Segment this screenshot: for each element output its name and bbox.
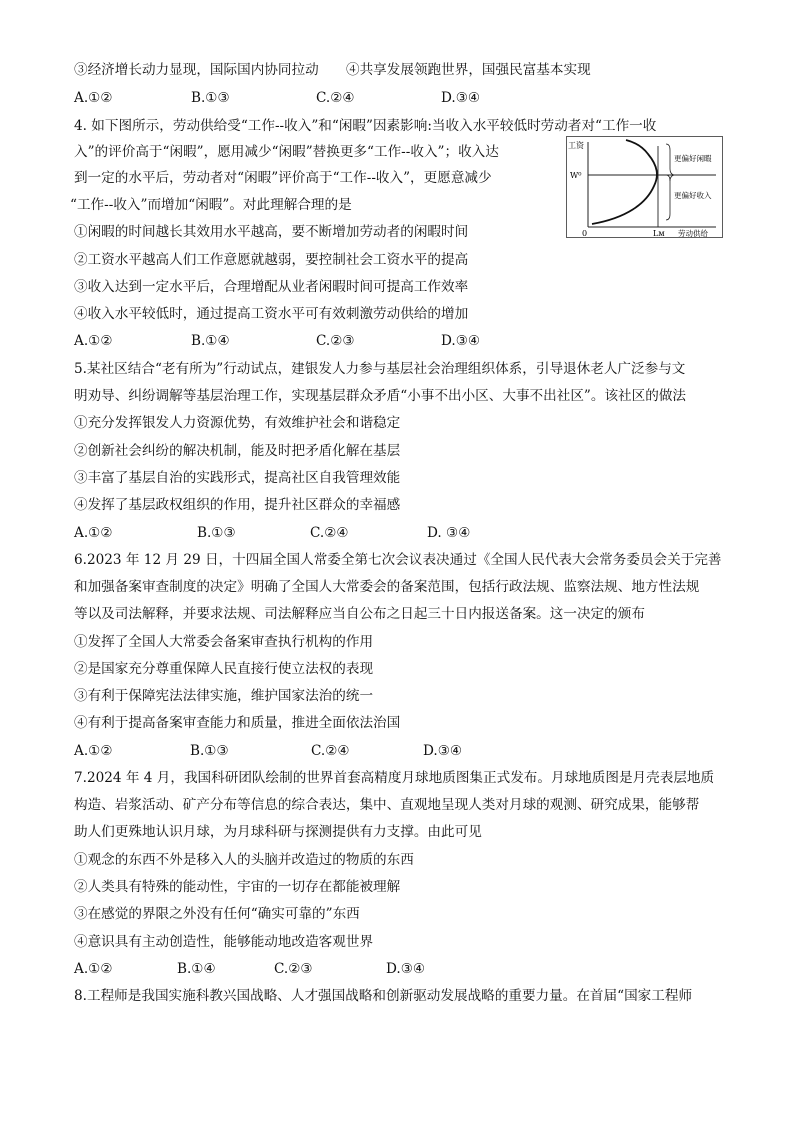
q7-stem-line-3: 助人们更殊地认识月球，为月球科研与探测提供有力支撑。由此可见 [74, 824, 482, 840]
q6-option-d: D.③④ [423, 743, 463, 759]
q6-option-a: A.①② [74, 743, 113, 759]
lower-preference-note: 更偏好收入 [674, 191, 712, 200]
q7-item-4: ④意识具有主动创造性，能够能动地改造客观世界 [74, 934, 374, 950]
q7-item-3: ③在感觉的界限之外没有任何“确实可靠的”东西 [74, 906, 360, 922]
q5-item-1: ①充分发挥银发人力资源优势，有效维护社会和谐稳定 [74, 415, 401, 431]
q5-option-b: B.①③ [197, 525, 236, 541]
q7-option-b: B.①④ [177, 961, 216, 977]
q6-stem-line-3: 等以及司法解释，并要求法规、司法解释应当自公布之日起三十日内报送备案。这一决定的颁布 [74, 606, 645, 622]
q6-item-2: ②是国家充分尊重保障人民直接行使立法权的表现 [74, 661, 374, 677]
q5-option-a: A.①② [74, 525, 113, 541]
q4-item-1: ①闲暇的时间越长其效用水平越高，要不断增加劳动者的闲暇时间 [74, 224, 469, 240]
q6-stem-line-1: 6.2023 年 12 月 29 日，十四届全国人常委全第七次会议表决通过《全国人民代表大会常务委员会关于完善 [74, 552, 722, 568]
lm-label: Lм [653, 229, 665, 238]
q7-stem-line-2: 构造、岩浆活动、矿产分布等信息的综合表达，集中、直观地呈现人类对月球的观测、研究成果，能够帮 [74, 797, 700, 813]
q4-stem-line-1: 4. 如下图所示，劳动供给受“工作--收入”和“闲暇”因素影响:当收入水平较低时劳动者对“工作一收 [74, 118, 657, 134]
q5-item-2: ②创新社会纠纷的解决机制，能及时把矛盾化解在基层 [74, 443, 401, 459]
labor-supply-figure [566, 136, 723, 238]
q7-option-a: A.①② [74, 961, 113, 977]
q4-stem-line-4: “工作--收入”而增加“闲暇”。对此理解合理的是 [70, 197, 352, 213]
q7-option-d: D.③④ [386, 961, 426, 977]
q4-item-4: ④收入水平较低时，通过提高工资水平可有效刺激劳动供给的增加 [74, 306, 469, 322]
q6-item-3: ③有利于保障宪法法律实施，维护国家法治的统一 [74, 688, 374, 704]
origin-label: 0 [582, 229, 588, 238]
q4-option-d: D.③④ [441, 333, 481, 349]
q3-option-a: A.①② [74, 90, 113, 106]
y-axis-label: 工资 [568, 141, 584, 150]
q5-stem-line-1: 5.某社区结合“老有所为”行动试点，建银发人力参与基层社会治理组织体系，引导退休老人广泛参与文 [74, 361, 686, 377]
q4-item-2: ②工资水平越高人们工作意愿就越弱，要控制社会工资水平的提高 [74, 252, 469, 268]
q4-stem-line-3: 到一定的水平后，劳动者对“闲暇”评价高于“工作--收入”，更愿意减少 [74, 170, 492, 186]
q7-option-c: C.②③ [274, 961, 313, 977]
q8-stem-line-1: 8.工程师是我国实施科教兴国战略、人才强国战略和创新驱动发展战略的重要力量。在首届“国家工程师 [74, 988, 693, 1004]
q3-item-4: ④共享发展领跑世界，国强民富基本实现 [346, 62, 591, 78]
q5-stem-line-2: 明劝导、纠纷调解等基层治理工作，实现基层群众矛盾“小事不出小区、大事不出社区”。该社区的做法 [74, 388, 687, 404]
q4-option-c: C.②③ [316, 333, 355, 349]
w0-label: W⁰ [570, 171, 582, 180]
q5-option-d: D. ③④ [427, 525, 471, 541]
q4-stem-line-2: 入”的评价高于“闲暇”，愿用减少“闲暇”替换更多“工作--收入”；收入达 [74, 144, 499, 160]
labor-supply-curve-diagram [566, 136, 723, 238]
upper-preference-note: 更偏好闲暇 [674, 154, 712, 163]
q3-option-d: D.③④ [441, 90, 481, 106]
q6-option-c: C.②④ [311, 743, 350, 759]
q6-option-b: B.①③ [190, 743, 229, 759]
q6-stem-line-2: 和加强备案审查制度的决定》明确了全国人大常委会的备案范围，包括行政法规、监察法规、地方性法规 [74, 579, 700, 595]
q6-item-4: ④有利于提高备案审查能力和质量，推进全面依法治国 [74, 715, 401, 731]
q4-option-a: A.①② [74, 333, 113, 349]
q4-item-3: ③收入达到一定水平后，合理增配从业者闲暇时间可提高工作效率 [74, 279, 469, 295]
q5-item-4: ④发挥了基层政权组织的作用，提升社区群众的幸福感 [74, 497, 401, 513]
q3-item-3: ③经济增长动力显现，国际国内协同拉动 [74, 62, 319, 78]
q7-stem-line-1: 7.2024 年 4 月，我国科研团队绘制的世界首套高精度月球地质图集正式发布。月球地质图是月壳表层地质 [74, 770, 715, 786]
q7-item-1: ①观念的东西不外是移入人的头脑并改造过的物质的东西 [74, 852, 414, 868]
q3-option-b: B.①③ [191, 90, 230, 106]
q5-item-3: ③丰富了基层自治的实践形式，提高社区自我管理效能 [74, 470, 401, 486]
q3-option-c: C.②④ [316, 90, 355, 106]
q4-option-b: B.①④ [191, 333, 230, 349]
q5-option-c: C.②④ [310, 525, 349, 541]
q7-item-2: ②人类具有特殊的能动性，宇宙的一切存在都能被理解 [74, 879, 401, 895]
q6-item-1: ①发挥了全国人大常委会备案审查执行机构的作用 [74, 634, 374, 650]
x-axis-label: 劳动供给 [678, 229, 708, 238]
